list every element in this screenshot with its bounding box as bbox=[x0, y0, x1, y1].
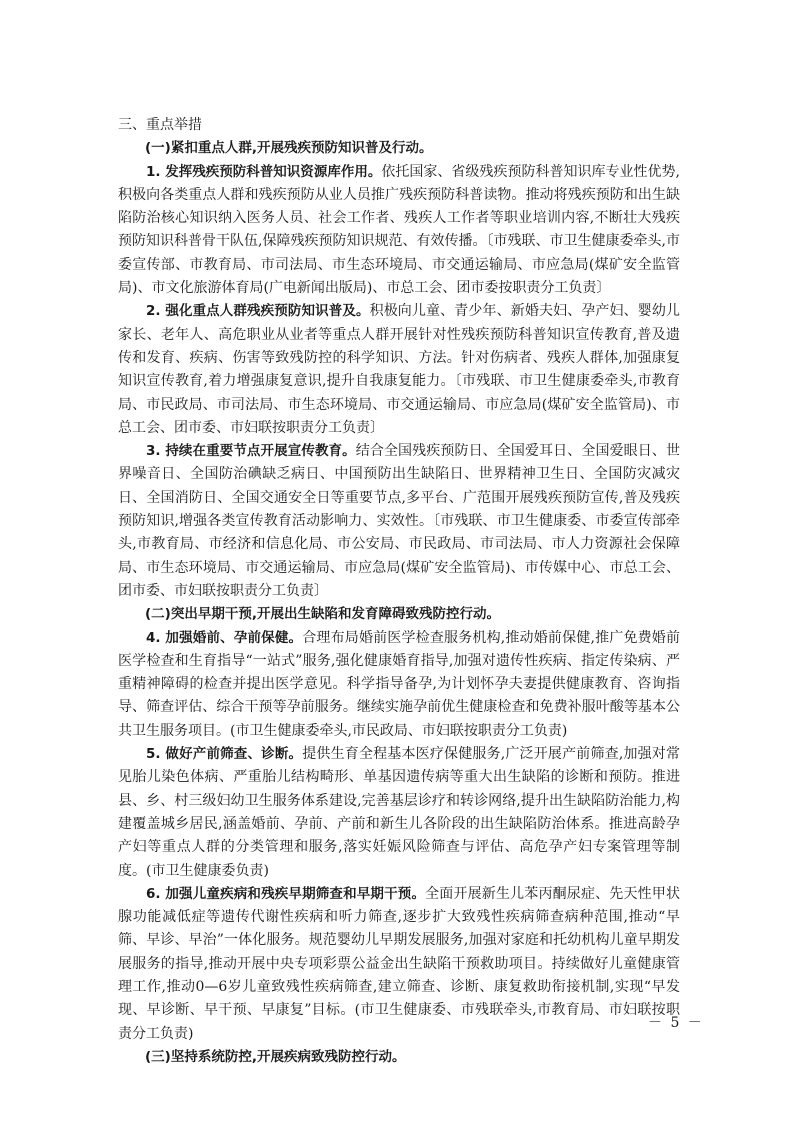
paragraph-lead: 2. 强化重点人群残疾预防知识普及。 bbox=[146, 303, 370, 320]
paragraph-text: 合理布局婚前医学检查服务机构,推动婚前保健,推广免费婚前医学检查和生育指导“一站式”服务,强化健康婚育指导,加强对遗传性疾病、指定传染病、严重精神障碍的检查并提出医学意见。科学指导备孕,为计划怀孕夫妻提供健康教育、咨询指导、筛查评估、综合干预等孕前服务。继续实施孕前优生健康检查和免费补服叶酸等基本公共卫生服务项目。(市卫生健康委牵头,市民政局、市妇联按职责分工负责) bbox=[118, 629, 680, 739]
paragraph bbox=[118, 627, 680, 743]
subsection-heading: (三)坚持系统防控,开展疾病致残防控行动。 bbox=[145, 1048, 406, 1065]
page-number: － 5 － bbox=[648, 1015, 704, 1031]
subsection-heading: (二)突出早期干预,开展出生缺陷和发育障碍致残防控行动。 bbox=[145, 606, 500, 623]
paragraph-text: 全面开展新生儿苯丙酮尿症、先天性甲状腺功能减低症等遗传代谢性疾病和听力筛查,逐步扩大致残性疾病筛查病种范围,推动“早筛、早诊、早治”一体化服务。规范婴幼儿早期发展服务,加强对家庭和托幼机构儿童早期发展服务的指导,推动开展中央专项彩票公益金出生缺陷干预救助项目。持续做好儿童健康管理工作,推动0—6岁儿童致残性疾病筛查,建立筛查、诊断、康复救助衔接机制,实现“早发现、早诊断、早干预、早康复”目标。(市卫生健康委、市残联牵头,市教育局、市妇联按职责分工负责) bbox=[118, 885, 680, 1042]
content-blocks bbox=[118, 137, 680, 1069]
section-title: 三、重点举措 bbox=[118, 117, 202, 133]
document-body bbox=[118, 114, 680, 1069]
paragraph-lead: 4. 加强婚前、孕前保健。 bbox=[146, 629, 303, 646]
paragraph-text: 结合全国残疾预防日、全国爱耳日、全国爱眼日、世界噪音日、全国防治碘缺乏病日、中国预防出生缺陷日、世界精神卫生日、全国防灾减灾日、全国消防日、全国交通安全日等重要节点,多平台、广范围开展残疾预防宣传,普及残疾预防知识,增强各类宣传教育活动影响力、实效性。〔市残联、市卫生健康委、市委宣传部牵头,市教育局、市经济和信息化局、市公安局、市民政局、市司法局、市人力资源社会保障局、市生态环境局、市交通运输局、市应急局(煤矿安全监管局)、市传媒中心、市总工会、团市委、市妇联按职责分工负责〕 bbox=[118, 443, 680, 599]
paragraph bbox=[118, 161, 680, 301]
paragraph bbox=[118, 883, 680, 1046]
paragraph-text: 依托国家、省级残疾预防科普知识库专业性优势,积极向各类重点人群和残疾预防从业人员推广残疾预防科普读物。推动将残疾预防和出生缺陷防治核心知识纳入医务人员、社会工作者、残疾人工作者等职业培训内容,不断壮大残疾预防知识科普骨干队伍,保障残疾预防知识规范、有效传播。〔市残联、市卫生健康委牵头,市委宣传部、市教育局、市司法局、市生态环境局、市交通运输局、市应急局(煤矿安全监管局)、市文化旅游体育局(广电新闻出版局)、市总工会、团市委按职责分工负责〕 bbox=[118, 163, 680, 297]
paragraph bbox=[118, 743, 680, 883]
paragraph bbox=[118, 440, 680, 603]
paragraph bbox=[118, 300, 680, 440]
paragraph-lead: 3. 持续在重要节点开展宣传教育。 bbox=[146, 443, 356, 460]
paragraph-lead: 1. 发挥残疾预防科普知识资源库作用。 bbox=[146, 163, 382, 180]
paragraph-text: 提供生育全程基本医疗保健服务,广泛开展产前筛查,加强对常见胎儿染色体病、严重胎儿结构畸形、单基因遗传病等重大出生缺陷的诊断和预防。推进县、乡、村三级妇幼卫生服务体系建设,完善基层诊疗和转诊网络,提升出生缺陷防治能力,构建覆盖城乡居民,涵盖婚前、孕前、产前和新生儿各阶段的出生缺陷防治体系。推进高龄孕产妇等重点人群的分类管理和服务,落实妊娠风险筛查与评估、高危孕产妇专案管理等制度。(市卫生健康委负责) bbox=[118, 746, 680, 879]
paragraph-lead: 6. 加强儿童疾病和残疾早期筛查和早期干预。 bbox=[146, 885, 426, 902]
paragraph-lead: 5. 做好产前筛查、诊断。 bbox=[146, 746, 303, 763]
subsection-heading: (一)紧扣重点人群,开展残疾预防知识普及行动。 bbox=[145, 140, 433, 157]
paragraph-text: 积极向儿童、青少年、新婚夫妇、孕产妇、婴幼儿家长、老年人、高危职业从业者等重点人群开展针对性残疾预防科普知识宣传教育,普及遗传和发育、疾病、伤害等致残防控的科学知识、方法。针对伤病者、残疾人群体,加强康复知识宣传教育,着力增强康复意识,提升自我康复能力。〔市残联、市卫生健康委牵头,市教育局、市民政局、市司法局、市生态环境局、市交通运输局、市应急局(煤矿安全监管局)、市总工会、团市委、市妇联按职责分工负责〕 bbox=[118, 303, 680, 436]
